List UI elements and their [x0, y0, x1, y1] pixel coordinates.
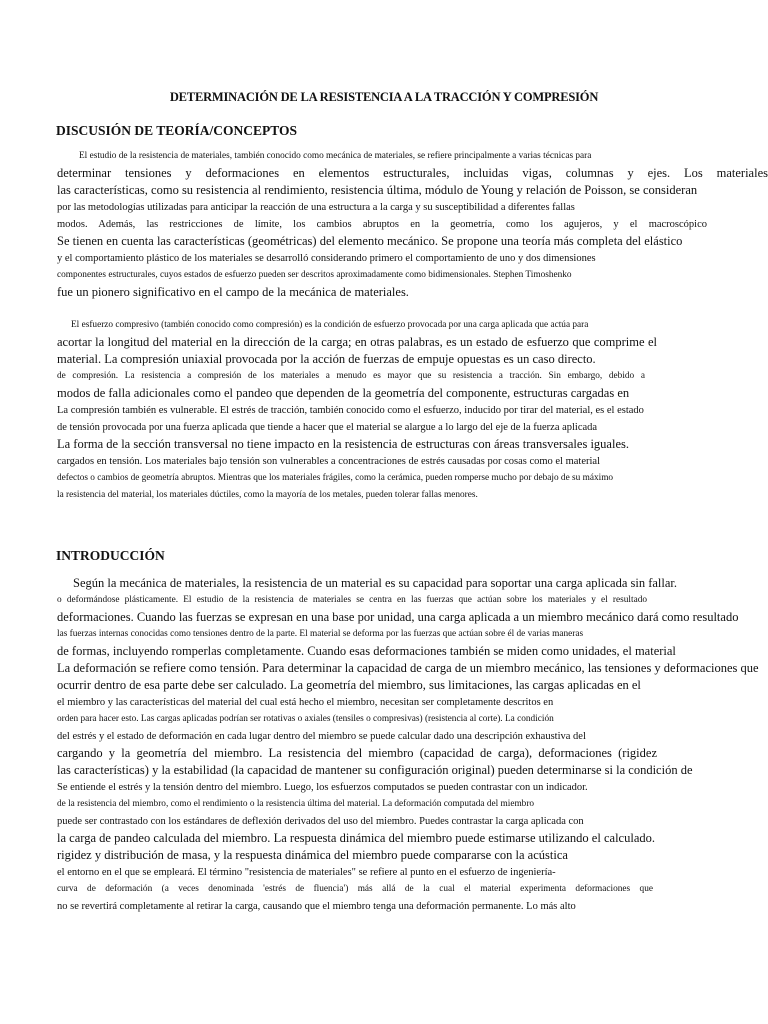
text-line: el miembro y las características del material del cual está hecho el miembro, necesitan ser completamente descritos en [57, 697, 554, 708]
text-line: de compresión. La resistencia a compresión de los materiales a menudo es mayor que su resistencia a tracción. Sin embargo, debido a [57, 371, 645, 381]
text-line: las fuerzas internas conocidas como tensiones dentro de la parte. El material se deforma por las fuerzas que actúan sobre él de varias maneras [57, 629, 584, 639]
paragraph-introduction [57, 575, 768, 915]
text-line: Según la mecánica de materiales, la resistencia de un material es su capacidad para soportar una carga aplicada sin fallar. [73, 576, 678, 590]
text-line: material. La compresión uniaxial provocada por la acción de fuerzas de empuje opuestas es un caso directo. [57, 352, 596, 366]
text-line: la resistencia del material, los materiales dúctiles, como la mayoría de los metales, pueden tolerar fallas menores. [57, 490, 478, 500]
section-heading-introduction: INTRODUCCIÓN [56, 548, 165, 563]
text-line: El esfuerzo compresivo (también conocido como compresión) es la condición de esfuerzo provocada por una carga aplicada que actúa para [71, 320, 589, 330]
text-line: defectos o cambios de geometría abruptos. Mientras que los materiales frágiles, como la cerámica, pueden romperse mucho por debajo de su máximo [57, 473, 614, 483]
text-line: y el comportamiento plástico de los materiales se desarrolló considerando primero el comportamiento de uno y dos dimensiones [57, 253, 596, 264]
text-line: La deformación se refiere como tensión. Para determinar la capacidad de carga de un miembro mecánico, las tensiones y deformaciones que [57, 661, 759, 675]
text-line: acortar la longitud del material en la dirección de la carga; en otras palabras, es un estado de esfuerzo que comprime el [57, 335, 657, 349]
text-line: no se revertirá completamente al retirar la carga, causando que el miembro tenga una deformación permanente. Lo más alto [57, 901, 576, 912]
text-line: La compresión también es vulnerable. El estrés de tracción, también conocido como el esfuerzo, inducido por tirar del material, es el estado [57, 405, 644, 416]
text-line: rigidez y distribución de masa, y la respuesta dinámica del miembro puede compararse con la acústica [57, 848, 568, 862]
text-line: de tensión provocada por una fuerza aplicada que tiende a hacer que el material se alargue a lo largo del eje de la fuerza aplicada [57, 422, 598, 433]
text-line: modos. Además, las restricciones de límite, los cambios abruptos en la geometría, como los agujeros, y el macroscópico [57, 219, 707, 230]
text-line: deformaciones. Cuando las fuerzas se expresan en una base por unidad, una carga aplicada a un miembro mecánico dará como resultado [57, 610, 739, 624]
text-line: componentes estructurales, cuyos estados de esfuerzo pueden ser descritos aproximadamente como bidimensionales. Stephen Timoshenko [57, 270, 572, 280]
text-line: o deformándose plásticamente. El estudio de la resistencia de materiales se centra en las fuerzas que actúan sobre los materiales y el resultado [57, 595, 647, 605]
text-line: las características) y la estabilidad (la capacidad de mantener su configuración original) pueden determinarse si la condición de [57, 763, 693, 777]
text-line: cargando y la geometría del miembro. La resistencia del miembro (capacidad de carga), deformaciones (rigidez [57, 746, 657, 760]
text-line: determinar tensiones y deformaciones en elementos estructurales, incluidas vigas, columnas y ejes. Los materiales [57, 166, 768, 180]
text-line: la carga de pandeo calculada del miembro. La respuesta dinámica del miembro puede estimarse utilizando el calculado. [57, 831, 655, 845]
text-line: La forma de la sección transversal no tiene impacto en la resistencia de estructuras con áreas transversales iguales. [57, 437, 629, 451]
section-heading-theory: DISCUSIÓN DE TEORÍA/CONCEPTOS [56, 123, 298, 138]
text-line: Se entiende el estrés y la tensión dentro del miembro. Luego, los esfuerzos computados se pueden contrastar con un indicador. [57, 782, 588, 793]
text-line: El estudio de la resistencia de materiales, también conocido como mecánica de materiales, se refiere principalmente a varias técnicas para [79, 151, 592, 161]
text-line: ocurrir dentro de esa parte debe ser calculado. La geometría del miembro, sus limitaciones, las cargas aplicadas en el [57, 678, 641, 692]
text-line: de la resistencia del miembro, como el rendimiento o la resistencia última del material. La deformación computada del miembro [57, 799, 535, 809]
text-line: del estrés y el estado de deformación en cada lugar dentro del miembro se puede calcular dado una descripción exhaustiva del [57, 731, 586, 742]
text-line: por las metodologías utilizadas para anticipar la reacción de una estructura a la carga y su susceptibilidad a diferentes fallas [57, 202, 575, 213]
text-line: modos de falla adicionales como el pandeo que dependen de la geometría del componente, estructuras cargadas en [57, 386, 630, 400]
text-line: el entorno en el que se empleará. El término "resistencia de materiales" se refiere al punto en el esfuerzo de ingeniería- [57, 867, 556, 878]
text-line: Se tienen en cuenta las características (geométricas) del elemento mecánico. Se propone una teoría más completa del elástico [57, 234, 683, 248]
document-title: DETERMINACIÓN DE LA RESISTENCIA A LA TRACCIÓN Y COMPRESIÓN [169, 90, 599, 104]
text-line: las características, como su resistencia al rendimiento, resistencia última, módulo de Young y relación de Poisson, se consideran [57, 183, 698, 197]
text-line: puede ser contrastado con los estándares de deflexión derivados del uso del miembro. Puedes contrastar la carga aplicada con [57, 816, 584, 827]
paragraph-theory-1 [57, 148, 768, 301]
text-line: orden para hacer esto. Las cargas aplicadas podrían ser rotativas o axiales (tensiles o compresivas) (resistencia al corte). La condición [57, 714, 554, 724]
text-line: fue un pionero significativo en el campo de la mecánica de materiales. [57, 285, 409, 299]
text-line: de formas, incluyendo romperlas completamente. Cuando esas deformaciones también se miden como unidades, el material [57, 644, 676, 658]
text-line: curva de deformación (a veces denominada 'estrés de fluencia') más allá de la cual el material experimenta deformaciones que [57, 884, 653, 894]
paragraph-theory-2 [57, 317, 768, 504]
text-line: cargados en tensión. Los materiales bajo tensión son vulnerables a concentraciones de estrés causadas por cosas como el material [57, 456, 600, 467]
